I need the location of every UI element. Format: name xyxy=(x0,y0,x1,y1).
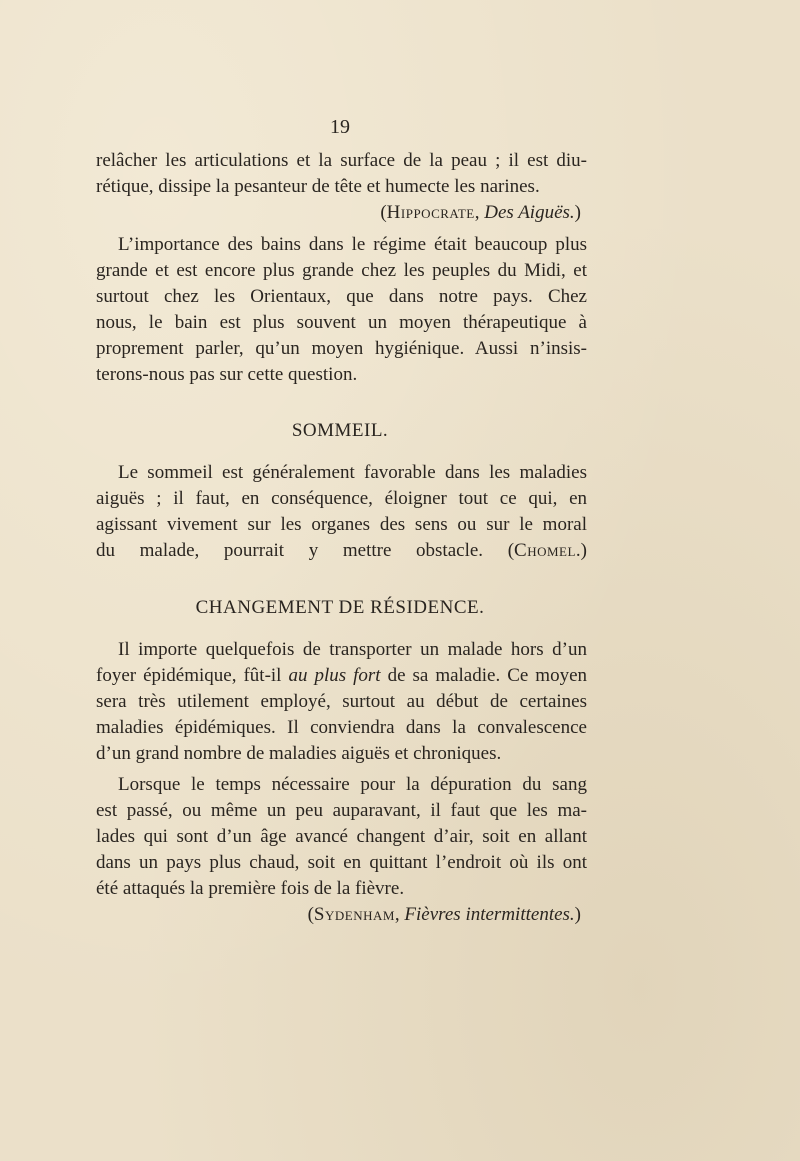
text-line: aiguës ; il faut, en conséquence, éloigner tout ce qui, en xyxy=(96,488,587,509)
citation-close: ) xyxy=(574,202,581,223)
page-number: 19 xyxy=(330,116,350,138)
citation-work: Fièvres intermittentes. xyxy=(404,904,575,925)
section-heading-sommeil: SOMMEIL. xyxy=(291,420,389,441)
paragraph-bains xyxy=(96,232,587,388)
text-line: agissant vivement sur les organes des sens ou sur le moral xyxy=(96,514,587,535)
text-line: terons-nous pas sur cette question. xyxy=(96,364,358,385)
text-line: Lorsque le temps nécessaire pour la dépuration du sang xyxy=(118,774,587,795)
text-line: été attaqués la première fois de la fièvre. xyxy=(96,878,405,899)
text-line: lades qui sont d’un âge avancé changent d’air, soit en allant xyxy=(96,826,587,847)
paragraph-residence-2 xyxy=(96,772,587,928)
text-line: proprement parler, qu’un moyen hygiénique. Aussi n’insis- xyxy=(96,338,587,359)
section-heading-changement-de-residence: CHANGEMENT DE RÉSIDENCE. xyxy=(195,597,485,618)
text-line-with-italic xyxy=(96,663,587,689)
paragraph-sommeil xyxy=(96,460,587,564)
text-line: est passé, ou même un peu auparavant, il faut que les ma- xyxy=(96,800,587,821)
text-line: dans un pays plus chaud, soit en quittant l’endroit où ils ont xyxy=(96,852,587,873)
text-line: nous, le bain est plus souvent un moyen thérapeutique à xyxy=(96,312,587,333)
text-line: Le sommeil est généralement favorable dans les maladies xyxy=(118,462,587,483)
text-segment: foyer épidémique, fût-il xyxy=(96,665,289,686)
citation-open: ( xyxy=(507,540,515,561)
citation-open: ( xyxy=(380,202,387,223)
text-line: relâcher les articulations et la surface de la peau ; il est diu- xyxy=(96,150,587,171)
citation-author: Chomel xyxy=(514,540,576,561)
text-line: Il importe quelquefois de transporter un malade hors d’un xyxy=(118,639,587,660)
text-line: d’un grand nombre de maladies aiguës et chroniques. xyxy=(96,743,502,764)
paragraph-continuation xyxy=(96,148,587,226)
paragraph-residence-1 xyxy=(96,637,587,767)
citation-close: .) xyxy=(575,540,587,561)
citation-author: Hippocrate xyxy=(386,202,475,223)
text-line: maladies épidémiques. Il conviendra dans la convalescence xyxy=(96,717,587,738)
text-line: sera très utilement employé, surtout au début de certaines xyxy=(96,691,587,712)
text-line: surtout chez les Orientaux, que dans notre pays. Chez xyxy=(96,286,587,307)
citation-author: Sydenham xyxy=(313,904,395,925)
italic-phrase: au plus fort xyxy=(288,665,381,686)
text-segment: du malade, pourrait y mettre obstacle. xyxy=(96,540,484,561)
citation-hippocrate xyxy=(96,200,587,226)
text-segment: de sa maladie. Ce moyen xyxy=(380,665,588,686)
citation-close: ) xyxy=(574,904,581,925)
citation-open: ( xyxy=(307,904,314,925)
citation-sydenham xyxy=(96,902,587,928)
citation-separator: , xyxy=(474,202,485,223)
text-line: rétique, dissipe la pesanteur de tête et humecte les narines. xyxy=(96,176,540,197)
text-line: grande et est encore plus grande chez les peuples du Midi, et xyxy=(96,260,587,281)
text-line-with-citation xyxy=(96,538,587,564)
text-line: L’importance des bains dans le régime était beaucoup plus xyxy=(118,234,587,255)
citation-chomel xyxy=(508,540,587,561)
citation-separator: , xyxy=(394,904,405,925)
citation-work: Des Aiguës. xyxy=(484,202,575,223)
